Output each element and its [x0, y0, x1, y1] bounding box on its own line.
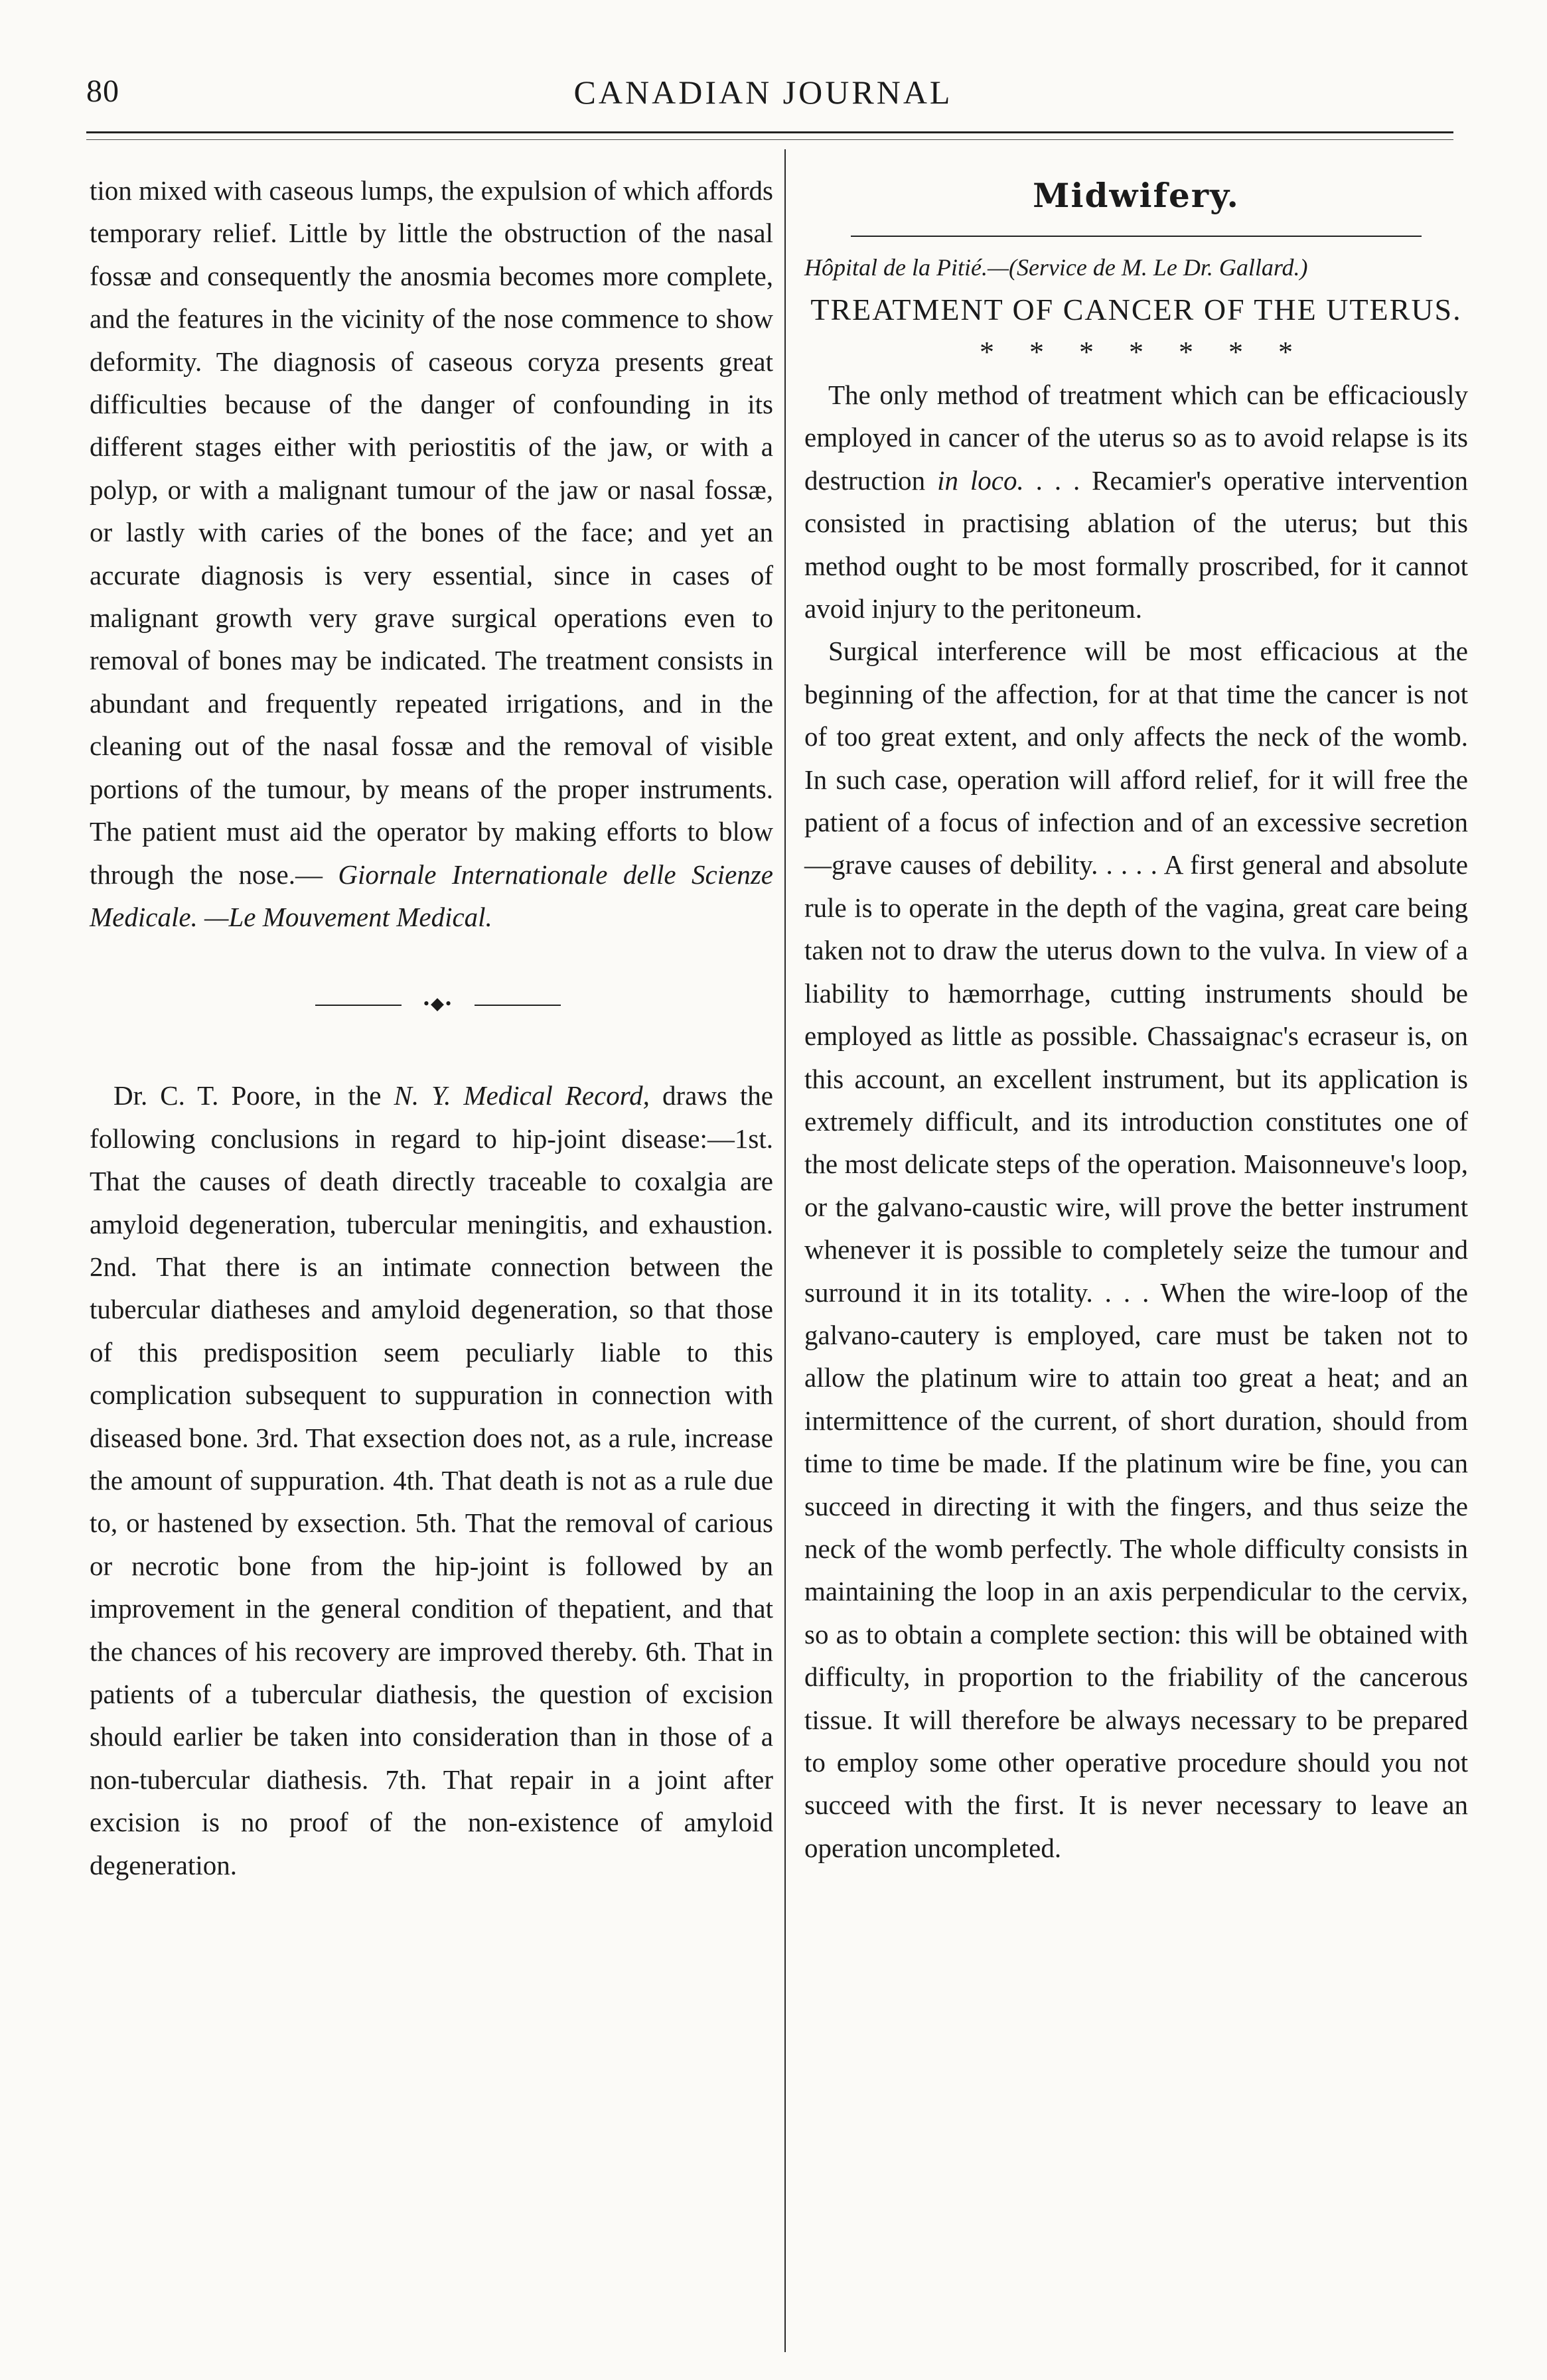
paragraph-text-rest: draws the following conclusions in regard to hip-joint disease:—1st. That the causes of death directly traceable to coxalgia are amyloid degeneration, tubercular meningitis, and exhaustion. 2nd. That there is an intimate connection between the tubercular diatheses and amyloid degeneration, so that those of this predisposition seem peculiarly liable to this complication subsequent to suppuration in connection with diseased bone. 3rd. That exsection does not, as a rule, increase the amount of suppuration. 4th. That death is not as a rule due to, or hastened by exsection. 5th. That the removal of carious or necrotic bone from the hip-joint is followed by an improvement in the general condition of thepatient, and that the chances of his recovery are improved thereby. 6th. That in patients of a tubercular diathesis, the question of excision should earlier be taken into consideration than in those of a non-tubercular diathesis. 7th. That repair in a joint after excision is no proof of the non-existence of amyloid degeneration. — [90, 1080, 774, 1880]
paragraph-hip-joint — [90, 1074, 773, 1886]
header-rule-thin — [86, 139, 1453, 140]
citation: Giornale Internationale delle Scienze Medicale. —Le Mouvement Medical. — [90, 859, 773, 932]
latin-phrase: in loco. — [937, 464, 1024, 496]
asterisk-break: * * * * * * * — [980, 336, 1293, 368]
section-rule — [851, 236, 1422, 237]
paragraph-text: tion mixed with caseous lumps, the expulsion of which affords temporary relief. Little by little the obstruction of the nasal fossæ and consequently the anosmia becomes more complete, and the features in the vicinity of the nose commence to show deformity. The diagnosis of caseous coryza presents great difficulties because of the danger of confounding in its different stages either with periostitis of the jaw, or with a polyp, or with a malignant tumour of the jaw or nasal fossæ, or lastly with caries of the bones of the face; and yet an accurate diagnosis is very essential, since in cases of malignant growth very grave surgical operations even to removal of bones may be indicated. The treatment consists in abundant and frequently repeated irrigations, and in the cleaning out of the nasal fossæ and the removal of visible portions of the tumour, by means of the proper instruments. The patient must aid the operator by making efforts to blow through the nose.— — [90, 175, 773, 890]
page-header — [80, 73, 1447, 119]
paragraph-text-start: The only method of treatment which can be efficaciously employed in cancer of the uterus so as to avoid relapse is its destruction — [804, 380, 1468, 496]
right-column — [804, 169, 1468, 1869]
running-head: CANADIAN JOURNAL — [573, 74, 953, 111]
article-title: TREATMENT OF CANCER OF THE UTERUS. — [810, 293, 1462, 326]
section-ornament — [90, 938, 773, 1074]
column-divider — [784, 149, 786, 2352]
ornament-glyph: •◆• — [402, 995, 475, 1013]
paragraph-text-rest: . . . Recamier's operative intervention consisted in practising ablation of the uterus; but this method ought to be most formally proscribed, for it cannot avoid injury to the peritoneum. — [804, 464, 1469, 624]
paragraph-treatment-method — [804, 374, 1468, 630]
paragraph-text-start: Dr. C. T. Poore, in the — [113, 1080, 382, 1111]
hospital-line: Hôpital de la Pitié.—(Service de M. Le Dr. Gallard.) — [804, 254, 1308, 281]
section-heading: Midwifery. — [1033, 176, 1240, 215]
paragraph-caseous-coryza — [90, 169, 773, 938]
paragraph-surgical-interference: Surgical interference will be most efficacious at the beginning of the affection, for at that time the cancer is not of too great extent, and only affects the neck of the womb. In such case, operation will afford relief, for it will free the patient of a focus of infection and of an excessive secretion—grave causes of debility. . . . . A first general and absolute rule is to operate in the depth of the vagina, great care being taken not to draw the uterus down to the vulva. In view of a liability to hæmorrhage, cutting instruments should be employed as little as possible. Chassaignac's ecraseur is, on this account, an excellent instrument, but its application is extremely difficult, and its introduction constitutes one of the most delicate steps of the operation. Maisonneuve's loop, or the galvano-caustic wire, will prove the better instrument whenever it is possible to completely seize the tumour and surround it in its totality. . . . When the wire-loop of the galvano-cautery is employed, care must be taken not to allow the platinum wire to attain too great a heat; and an intermittence of the current, of short duration, should from time to time be made. If the platinum wire be fine, you can succeed in directing it with the fingers, and thus seize the neck of the womb perfectly. The whole difficulty consists in maintaining the loop in an axis perpendicular to the cervix, so as to obtain a complete section: this will be obtained with difficulty, in proportion to the friability of the cancerous tissue. It will therefore be always necessary to be prepared to employ some other operative procedure should you not succeed with the first. It is never necessary to leave an operation uncompleted. — [804, 636, 1468, 1863]
page-number: 80 — [86, 74, 119, 109]
header-rule — [86, 131, 1453, 133]
journal-name: N. Y. Medical Record, — [394, 1080, 650, 1111]
left-column — [90, 169, 773, 1886]
